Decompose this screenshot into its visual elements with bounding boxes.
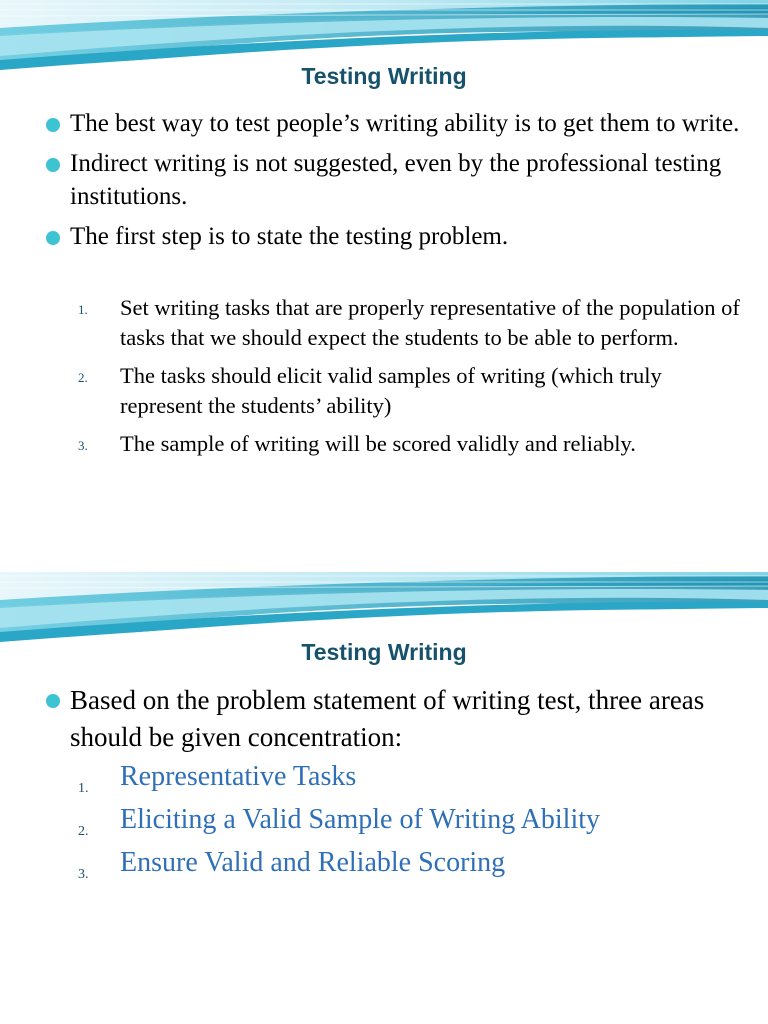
bullet-text: Based on the problem statement of writing test, three areas should be given concentration: — [70, 685, 705, 752]
item-number: 3. — [78, 438, 88, 453]
bullet-dot-icon — [46, 158, 60, 172]
bullet-item — [46, 220, 744, 253]
item-number: 2. — [78, 824, 89, 839]
focus-areas-list — [76, 758, 748, 887]
bullet-list — [46, 107, 744, 260]
numbered-item — [76, 429, 748, 459]
bullet-dot-icon — [46, 231, 60, 245]
bullet-item — [46, 682, 744, 756]
item-number: 1. — [78, 781, 89, 796]
numbered-item — [76, 361, 748, 421]
item-number: 3. — [78, 867, 89, 882]
item-text: Set writing tasks that are properly representative of the population of tasks that we should expect the students to be able to perform. — [120, 295, 740, 350]
slide-2 — [0, 572, 768, 1024]
item-text: The sample of writing will be scored validly and reliably. — [120, 431, 636, 456]
bullet-item — [46, 107, 744, 140]
numbered-sublist — [76, 293, 748, 467]
focus-area-text: Representative Tasks — [120, 761, 357, 792]
bullet-dot-icon — [46, 118, 60, 132]
item-text: The tasks should elicit valid samples of writing (which truly represent the students’ ability) — [120, 363, 662, 418]
numbered-item — [76, 293, 748, 353]
bullet-dot-icon — [46, 694, 60, 708]
bullet-text: The best way to test people’s writing ability is to get them to write. — [70, 110, 740, 137]
focus-area-text: Eliciting a Valid Sample of Writing Ability — [120, 804, 601, 835]
bullet-item — [46, 147, 744, 213]
bullet-list — [46, 682, 744, 763]
focus-area-text: Ensure Valid and Reliable Scoring — [120, 847, 506, 878]
slide-title: Testing Writing — [301, 63, 467, 89]
focus-area-item — [76, 758, 748, 796]
bullet-text: Indirect writing is not suggested, even by the professional testing institutions. — [70, 150, 722, 210]
item-number: 2. — [78, 370, 88, 385]
bullet-text: The first step is to state the testing problem. — [70, 223, 509, 250]
item-number: 1. — [78, 302, 88, 317]
focus-area-item — [76, 801, 748, 839]
focus-area-item — [76, 844, 748, 882]
slide-title: Testing Writing — [301, 639, 467, 665]
